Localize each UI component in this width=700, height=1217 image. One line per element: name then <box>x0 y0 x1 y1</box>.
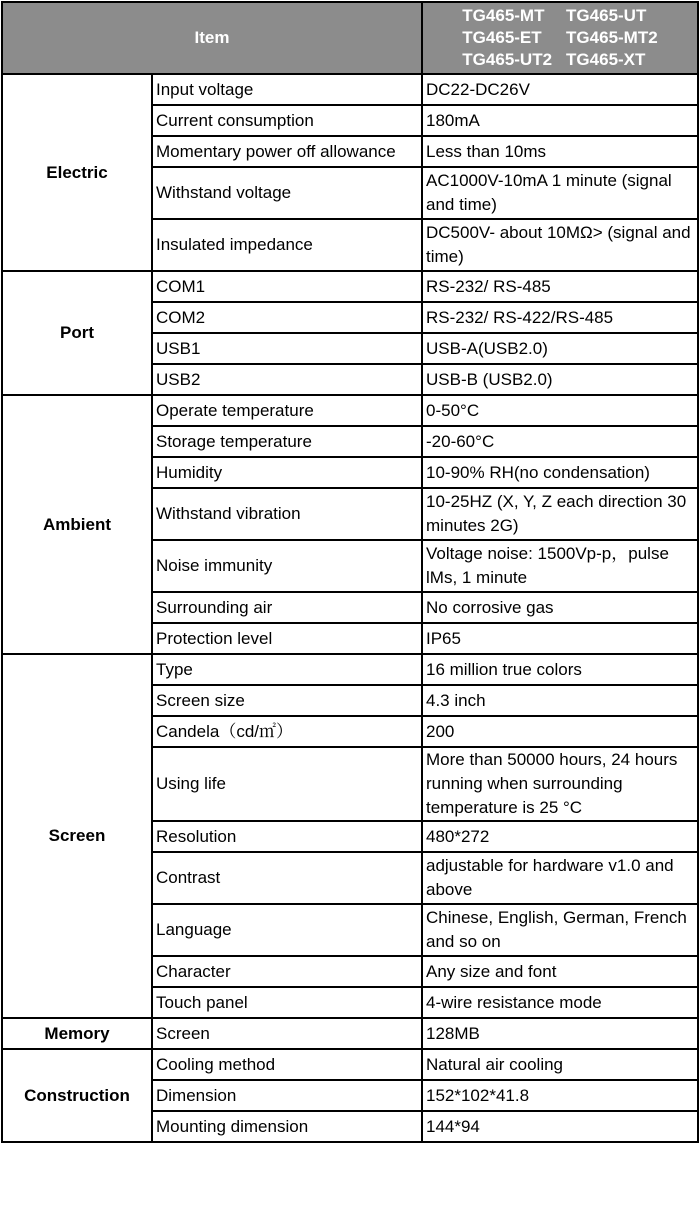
table-row <box>2 1018 698 1049</box>
section-screen: Screen <box>2 654 152 1018</box>
value-cell: 4.3 inch <box>422 685 698 716</box>
section-port: Port <box>2 271 152 395</box>
param-cell: Screen <box>152 1018 422 1049</box>
value-cell: 0-50°C <box>422 395 698 426</box>
value-cell: More than 50000 hours, 24 hours running when surrounding temperature is 25 °C <box>422 747 698 821</box>
value-cell: 480*272 <box>422 821 698 852</box>
param-cell: USB1 <box>152 333 422 364</box>
model-name: TG465-UT2 <box>462 50 553 69</box>
value-cell: 200 <box>422 716 698 747</box>
value-cell: 180mA <box>422 105 698 136</box>
param-cell: Insulated impedance <box>152 219 422 271</box>
param-cell: Noise immunity <box>152 540 422 592</box>
model-name: TG465-UT <box>566 6 647 25</box>
value-cell: -20-60°C <box>422 426 698 457</box>
param-cell: Touch panel <box>152 987 422 1018</box>
param-cell: Resolution <box>152 821 422 852</box>
value-cell: Chinese, English, German, French and so on <box>422 904 698 956</box>
param-cell: Cooling method <box>152 1049 422 1080</box>
param-cell: Momentary power off allowance <box>152 136 422 167</box>
section-ambient: Ambient <box>2 395 152 654</box>
param-cell: Withstand voltage <box>152 167 422 219</box>
param-cell: USB2 <box>152 364 422 395</box>
param-cell: COM2 <box>152 302 422 333</box>
param-cell: Storage temperature <box>152 426 422 457</box>
value-cell: 10-90% RH(no condensation) <box>422 457 698 488</box>
value-cell: DC500V- about 10MΩ> (signal and time) <box>422 219 698 271</box>
value-cell: 152*102*41.8 <box>422 1080 698 1111</box>
param-cell: Operate temperature <box>152 395 422 426</box>
value-cell: USB-A(USB2.0) <box>422 333 698 364</box>
param-cell: Using life <box>152 747 422 821</box>
value-cell: Any size and font <box>422 956 698 987</box>
param-cell: Candela（cd/㎡） <box>152 716 422 747</box>
header-item: Item <box>2 2 422 74</box>
param-cell: Mounting dimension <box>152 1111 422 1142</box>
value-cell: USB-B (USB2.0) <box>422 364 698 395</box>
param-cell: Surrounding air <box>152 592 422 623</box>
header-row <box>2 2 698 74</box>
value-cell: Natural air cooling <box>422 1049 698 1080</box>
param-cell: Type <box>152 654 422 685</box>
table-row <box>2 395 698 426</box>
section-memory: Memory <box>2 1018 152 1049</box>
value-cell: AC1000V-10mA 1 minute (signal and time) <box>422 167 698 219</box>
model-name: TG465-MT2 <box>566 28 658 47</box>
spec-table <box>1 1 699 1143</box>
section-construction: Construction <box>2 1049 152 1142</box>
table-row <box>2 271 698 302</box>
param-cell: Current consumption <box>152 105 422 136</box>
section-electric: Electric <box>2 74 152 271</box>
param-cell: Contrast <box>152 852 422 904</box>
table-row <box>2 1049 698 1080</box>
value-cell: IP65 <box>422 623 698 654</box>
param-cell: Input voltage <box>152 74 422 105</box>
param-cell: COM1 <box>152 271 422 302</box>
param-cell: Character <box>152 956 422 987</box>
param-cell: Protection level <box>152 623 422 654</box>
value-cell: 16 million true colors <box>422 654 698 685</box>
value-cell: adjustable for hardware v1.0 and above <box>422 852 698 904</box>
model-name: TG465-XT <box>566 50 646 69</box>
model-name: TG465-ET <box>462 28 542 47</box>
param-cell: Screen size <box>152 685 422 716</box>
param-cell: Dimension <box>152 1080 422 1111</box>
param-cell: Language <box>152 904 422 956</box>
value-cell: No corrosive gas <box>422 592 698 623</box>
header-models <box>422 2 698 74</box>
value-cell: RS-232/ RS-485 <box>422 271 698 302</box>
value-cell: 10-25HZ (X, Y, Z each direction 30 minutes 2G) <box>422 488 698 540</box>
table-row <box>2 74 698 105</box>
value-cell: Voltage noise: 1500Vp-p，pulse lMs, 1 minute <box>422 540 698 592</box>
param-cell: Withstand vibration <box>152 488 422 540</box>
value-cell: 128MB <box>422 1018 698 1049</box>
table-row <box>2 654 698 685</box>
value-cell: 144*94 <box>422 1111 698 1142</box>
value-cell: Less than 10ms <box>422 136 698 167</box>
value-cell: DC22-DC26V <box>422 74 698 105</box>
value-cell: RS-232/ RS-422/RS-485 <box>422 302 698 333</box>
param-cell: Humidity <box>152 457 422 488</box>
value-cell: 4-wire resistance mode <box>422 987 698 1018</box>
model-name: TG465-MT <box>462 6 545 25</box>
